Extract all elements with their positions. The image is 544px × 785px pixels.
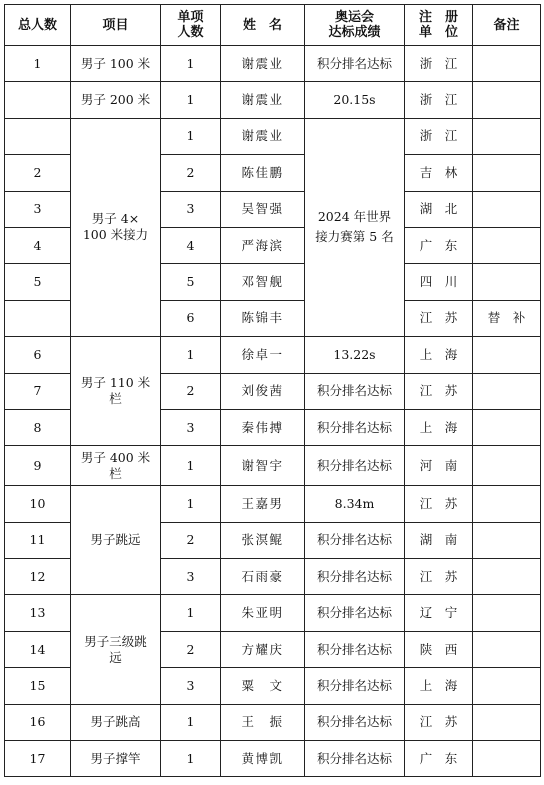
cell-total: 1 xyxy=(5,46,71,82)
cell-unit: 浙 江 xyxy=(405,46,473,82)
cell-count: 1 xyxy=(161,741,221,777)
cell-name: 陈佳鹏 xyxy=(221,155,305,191)
cell-event: 男子跳远 xyxy=(71,486,161,595)
cell-total: 8 xyxy=(5,409,71,445)
table-row xyxy=(5,486,541,522)
cell-remark xyxy=(473,46,541,82)
cell-total: 17 xyxy=(5,741,71,777)
cell-count: 1 xyxy=(161,118,221,154)
table-row xyxy=(5,118,541,154)
cell-unit: 江 苏 xyxy=(405,300,473,336)
header-olympic-line1: 奥运会 xyxy=(334,10,374,25)
cell-unit: 湖 北 xyxy=(405,191,473,227)
cell-count: 3 xyxy=(161,668,221,704)
table-row xyxy=(5,741,541,777)
cell-name: 谢智宇 xyxy=(221,446,305,486)
cell-result: 积分排名达标 xyxy=(305,409,405,445)
cell-total: 7 xyxy=(5,373,71,409)
cell-unit: 江 苏 xyxy=(405,373,473,409)
header-reg-line2: 单 位 xyxy=(418,25,458,40)
cell-remark xyxy=(473,446,541,486)
cell-result: 积分排名达标 xyxy=(305,595,405,631)
cell-remark xyxy=(473,82,541,118)
cell-unit: 上 海 xyxy=(405,409,473,445)
table-row xyxy=(5,595,541,631)
header-reg-line1: 注 册 xyxy=(418,10,458,25)
cell-event: 男子 100 米 xyxy=(71,46,161,82)
cell-event: 男子跳高 xyxy=(71,704,161,740)
cell-count: 1 xyxy=(161,337,221,373)
header-row xyxy=(5,5,541,46)
cell-name: 谢震业 xyxy=(221,118,305,154)
cell-unit: 湖 南 xyxy=(405,522,473,558)
table-row xyxy=(5,46,541,82)
cell-remark xyxy=(473,595,541,631)
cell-result: 20.15s xyxy=(305,82,405,118)
cell-name: 吴智强 xyxy=(221,191,305,227)
table-row xyxy=(5,82,541,118)
cell-event: 男子 110 米 栏 xyxy=(71,337,161,446)
cell-remark xyxy=(473,559,541,595)
cell-name: 黄博凯 xyxy=(221,741,305,777)
cell-name: 朱亚明 xyxy=(221,595,305,631)
cell-result: 积分排名达标 xyxy=(305,704,405,740)
header-per-event-line1: 单项 xyxy=(177,10,204,25)
cell-total: 15 xyxy=(5,668,71,704)
cell-count: 1 xyxy=(161,595,221,631)
cell-count: 5 xyxy=(161,264,221,300)
cell-remark xyxy=(473,191,541,227)
cell-count: 1 xyxy=(161,704,221,740)
cell-count: 1 xyxy=(161,82,221,118)
cell-total: 4 xyxy=(5,227,71,263)
cell-total xyxy=(5,118,71,154)
cell-result: 积分排名达标 xyxy=(305,446,405,486)
cell-count: 1 xyxy=(161,46,221,82)
cell-name: 谢震业 xyxy=(221,82,305,118)
cell-unit: 上 海 xyxy=(405,337,473,373)
cell-result: 积分排名达标 xyxy=(305,668,405,704)
cell-unit: 广 东 xyxy=(405,227,473,263)
header-event: 项目 xyxy=(71,5,161,46)
header-olympic xyxy=(305,5,405,46)
cell-remark xyxy=(473,522,541,558)
cell-unit: 河 南 xyxy=(405,446,473,486)
cell-result: 积分排名达标 xyxy=(305,741,405,777)
cell-result: 积分排名达标 xyxy=(305,559,405,595)
cell-unit: 陕 西 xyxy=(405,631,473,667)
cell-result: 积分排名达标 xyxy=(305,631,405,667)
cell-count: 2 xyxy=(161,522,221,558)
cell-unit: 江 苏 xyxy=(405,704,473,740)
cell-unit: 四 川 xyxy=(405,264,473,300)
cell-result: 积分排名达标 xyxy=(305,46,405,82)
cell-count: 3 xyxy=(161,191,221,227)
cell-total: 10 xyxy=(5,486,71,522)
cell-count: 2 xyxy=(161,373,221,409)
cell-remark xyxy=(473,409,541,445)
cell-event: 男子 4× 100 米接力 xyxy=(71,118,161,336)
table-row xyxy=(5,337,541,373)
table-row xyxy=(5,446,541,486)
table-row xyxy=(5,704,541,740)
cell-remark: 替 补 xyxy=(473,300,541,336)
cell-name: 张溟鲲 xyxy=(221,522,305,558)
header-registration xyxy=(405,5,473,46)
cell-event: 男子 200 米 xyxy=(71,82,161,118)
cell-unit: 广 东 xyxy=(405,741,473,777)
cell-total: 14 xyxy=(5,631,71,667)
cell-name: 邓智舰 xyxy=(221,264,305,300)
cell-total: 9 xyxy=(5,446,71,486)
cell-event: 男子三级跳 远 xyxy=(71,595,161,704)
cell-result: 积分排名达标 xyxy=(305,522,405,558)
header-remark: 备注 xyxy=(473,5,541,46)
cell-unit: 吉 林 xyxy=(405,155,473,191)
cell-total: 11 xyxy=(5,522,71,558)
cell-remark xyxy=(473,337,541,373)
cell-unit: 江 苏 xyxy=(405,486,473,522)
header-per-event xyxy=(161,5,221,46)
cell-result: 积分排名达标 xyxy=(305,373,405,409)
roster-table xyxy=(4,4,541,777)
cell-name: 秦伟搏 xyxy=(221,409,305,445)
cell-count: 3 xyxy=(161,559,221,595)
cell-remark xyxy=(473,668,541,704)
cell-remark xyxy=(473,118,541,154)
cell-total: 5 xyxy=(5,264,71,300)
cell-count: 1 xyxy=(161,446,221,486)
cell-name: 粟 文 xyxy=(221,668,305,704)
cell-event: 男子 400 米 栏 xyxy=(71,446,161,486)
cell-event: 男子撑竿 xyxy=(71,741,161,777)
cell-count: 3 xyxy=(161,409,221,445)
cell-name: 严海滨 xyxy=(221,227,305,263)
cell-count: 2 xyxy=(161,631,221,667)
cell-name: 王嘉男 xyxy=(221,486,305,522)
header-olympic-line2: 达标成绩 xyxy=(328,25,381,40)
cell-remark xyxy=(473,741,541,777)
cell-total: 13 xyxy=(5,595,71,631)
cell-remark xyxy=(473,264,541,300)
cell-total xyxy=(5,82,71,118)
cell-remark xyxy=(473,373,541,409)
cell-total: 12 xyxy=(5,559,71,595)
cell-total: 6 xyxy=(5,337,71,373)
cell-total: 16 xyxy=(5,704,71,740)
cell-unit: 江 苏 xyxy=(405,559,473,595)
cell-result: 8.34m xyxy=(305,486,405,522)
header-total: 总人数 xyxy=(5,5,71,46)
cell-unit: 辽 宁 xyxy=(405,595,473,631)
cell-remark xyxy=(473,486,541,522)
cell-count: 4 xyxy=(161,227,221,263)
cell-name: 谢震业 xyxy=(221,46,305,82)
cell-name: 陈锦丰 xyxy=(221,300,305,336)
cell-remark xyxy=(473,631,541,667)
cell-count: 2 xyxy=(161,155,221,191)
cell-total: 3 xyxy=(5,191,71,227)
cell-name: 刘俊茜 xyxy=(221,373,305,409)
cell-name: 方耀庆 xyxy=(221,631,305,667)
cell-count: 6 xyxy=(161,300,221,336)
cell-name: 石雨豪 xyxy=(221,559,305,595)
cell-result: 13.22s xyxy=(305,337,405,373)
cell-total: 2 xyxy=(5,155,71,191)
cell-remark xyxy=(473,227,541,263)
cell-total xyxy=(5,300,71,336)
cell-remark xyxy=(473,704,541,740)
cell-remark xyxy=(473,155,541,191)
header-name: 姓 名 xyxy=(221,5,305,46)
cell-unit: 浙 江 xyxy=(405,82,473,118)
cell-unit: 浙 江 xyxy=(405,118,473,154)
header-per-event-line2: 人数 xyxy=(177,25,204,40)
cell-count: 1 xyxy=(161,486,221,522)
cell-result: 2024 年世界 接力赛第 5 名 xyxy=(305,118,405,336)
cell-name: 徐卓一 xyxy=(221,337,305,373)
cell-name: 王 振 xyxy=(221,704,305,740)
cell-unit: 上 海 xyxy=(405,668,473,704)
